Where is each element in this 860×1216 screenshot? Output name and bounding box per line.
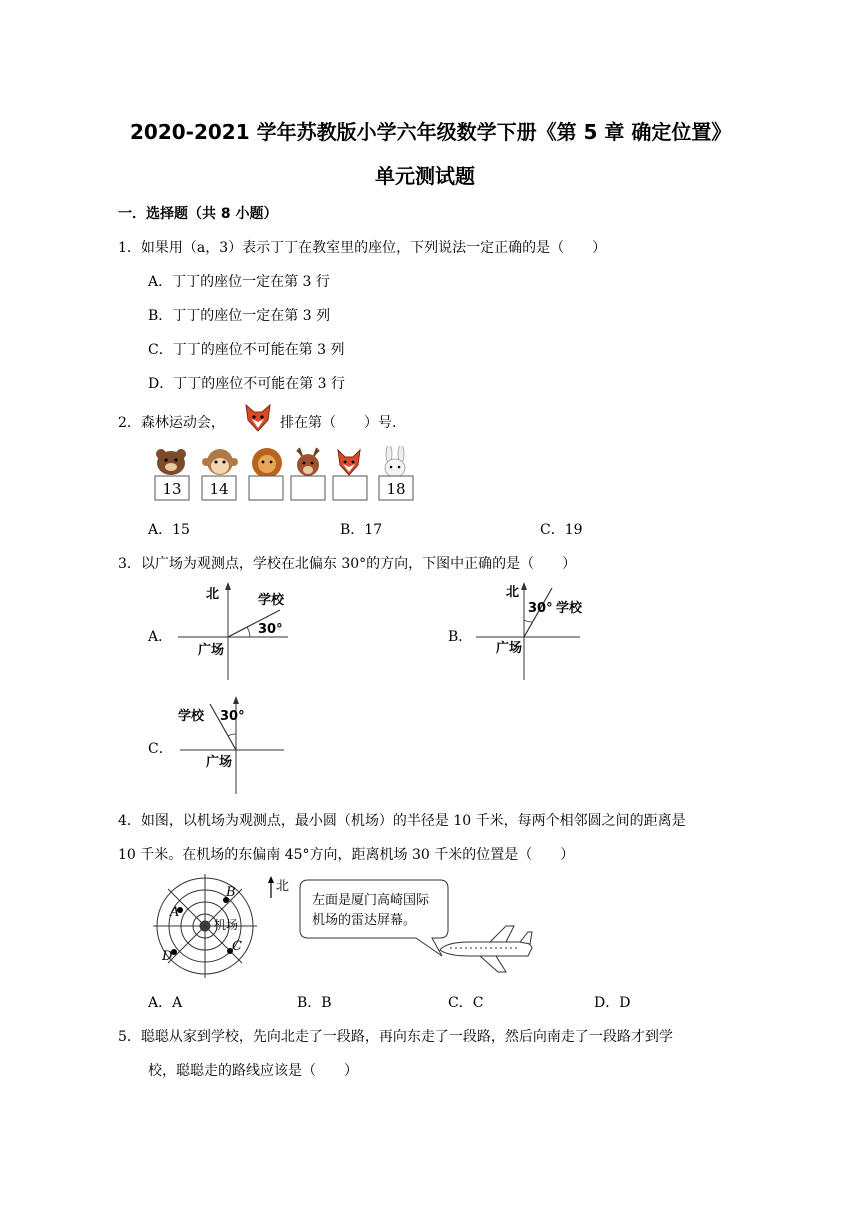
question-1-option-b: B．丁丁的座位一定在第 3 列 bbox=[148, 308, 331, 324]
question-1-option-d: D．丁丁的座位不可能在第 3 行 bbox=[148, 376, 346, 392]
question-4-option-a: A．A bbox=[148, 995, 183, 1011]
question-2-text-after: 排在第（ ）号. bbox=[280, 415, 397, 431]
compass-figure-a bbox=[176, 580, 296, 690]
animal-lineup-figure bbox=[152, 446, 420, 502]
question-1-text: 1．如果用（a，3）表示丁丁在教室里的座位，下列说法一定正确的是（ ） bbox=[118, 240, 607, 256]
question-4-text-line2: 10 千米。在机场的东偏南 45°方向，距离机场 30 千米的位置是（ ） bbox=[118, 847, 575, 863]
rabbit-icon bbox=[385, 446, 405, 477]
label-b: B bbox=[226, 885, 236, 900]
question-3-option-b-label: B． bbox=[448, 629, 473, 645]
north-label: 北 bbox=[276, 879, 290, 894]
airport-label: 机场 bbox=[214, 918, 239, 932]
north-label: 北 bbox=[206, 587, 220, 602]
question-2-text-before: 2．森林运动会， bbox=[118, 415, 225, 431]
school-label: 学校 bbox=[178, 709, 205, 724]
bear-icon bbox=[156, 449, 186, 475]
question-5-text-line2: 校，聪聪走的路线应该是（ ） bbox=[148, 1063, 358, 1079]
speech-line1: 左面是厦门高崎国际 bbox=[312, 893, 430, 908]
question-3-option-c-label: C． bbox=[148, 741, 173, 757]
north-arrow-icon bbox=[268, 876, 274, 883]
deer-icon bbox=[297, 448, 319, 476]
fox-icon bbox=[242, 402, 274, 434]
question-5-text-line1: 5．聪聪从家到学校，先向北走了一段路，再向东走了一段路，然后向南走了一段路才到学 bbox=[118, 1029, 673, 1045]
school-label: 学校 bbox=[258, 593, 285, 608]
north-label: 北 bbox=[506, 585, 520, 600]
angle-label: 30° bbox=[220, 709, 245, 724]
question-1-option-c: C．丁丁的座位不可能在第 3 列 bbox=[148, 342, 345, 358]
compass-figure-c bbox=[176, 694, 296, 804]
question-4-option-b: B．B bbox=[297, 995, 332, 1011]
question-4-option-c: C．C bbox=[448, 995, 484, 1011]
lion-icon bbox=[252, 448, 282, 478]
document-title-line1: 2020-2021 学年苏教版小学六年级数学下册《第 5 章 确定位置》 bbox=[130, 120, 732, 144]
square-label: 广场 bbox=[198, 643, 225, 658]
monkey-icon bbox=[202, 449, 238, 475]
label-a: A bbox=[170, 905, 180, 920]
number-boxes bbox=[155, 476, 413, 500]
fox-icon bbox=[338, 450, 360, 475]
school-label: 学校 bbox=[556, 601, 583, 616]
compass-figure-b bbox=[470, 580, 590, 690]
question-4-text-line1: 4．如图，以机场为观测点，最小圆（机场）的半径是 10 千米，每两个相邻圆之间的距离是 bbox=[118, 813, 686, 829]
angle-label: 30° bbox=[258, 622, 283, 637]
square-label: 广场 bbox=[206, 755, 233, 770]
question-3-text: 3．以广场为观测点，学校在北偏东 30°的方向，下图中正确的是（ ） bbox=[118, 556, 577, 572]
question-1-option-a: A．丁丁的座位一定在第 3 行 bbox=[148, 274, 330, 290]
label-c: C bbox=[232, 939, 242, 954]
angle-label: 30° bbox=[528, 601, 553, 616]
label-d: D bbox=[162, 949, 173, 964]
airplane-icon bbox=[440, 926, 532, 972]
question-2-option-b: B．17 bbox=[340, 522, 383, 538]
section-heading: 一．选择题（共 8 小题） bbox=[118, 206, 278, 222]
question-3-option-a-label: A． bbox=[148, 629, 173, 645]
box-number-2: 14 bbox=[209, 480, 229, 498]
question-2-option-c: C．19 bbox=[540, 522, 583, 538]
document-title-line2: 单元测试题 bbox=[375, 164, 475, 188]
square-label: 广场 bbox=[496, 641, 523, 656]
radar-figure bbox=[150, 872, 550, 982]
box-number-1: 13 bbox=[162, 480, 182, 498]
question-2-option-a: A．15 bbox=[148, 522, 190, 538]
question-4-option-d: D．D bbox=[594, 995, 631, 1011]
box-number-6: 18 bbox=[386, 480, 406, 498]
speech-line2: 机场的雷达屏幕。 bbox=[312, 913, 417, 928]
